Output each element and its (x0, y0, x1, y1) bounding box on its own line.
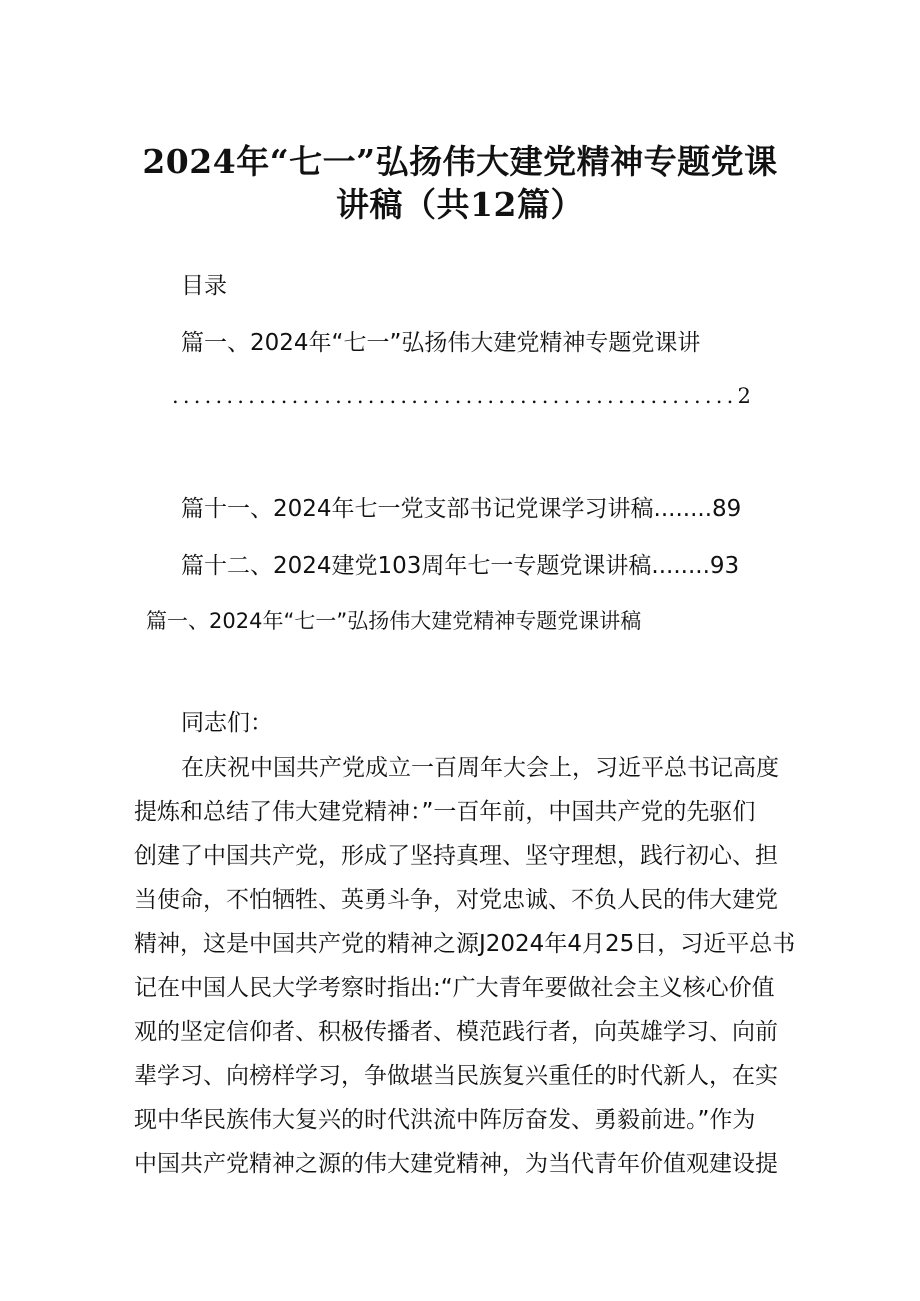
document-title-line-2: 讲稿（共12篇） (336, 185, 584, 224)
toc-entry-11[interactable]: 篇十一、2024年七一党支部书记党课学习讲稿........89 (181, 496, 742, 522)
body-line: 当使命，不怕牺牲、英勇斗争，对党忠诚、不负人民的伟大建党 (134, 887, 778, 913)
toc-entry-1-leader: ....................................................2 (172, 384, 756, 408)
toc-heading: 目录 (181, 273, 227, 299)
body-line: 提炼和总结了伟大建党精神：”一百年前，中国共产党的先驱们 (134, 799, 756, 825)
toc-entry-12[interactable]: 篇十二、2024建党103周年七一专题党课讲稿........93 (181, 553, 740, 579)
body-line: 记在中国人民大学考察时指出:“广大青年要做社会主义核心价值 (134, 975, 775, 1001)
body-line: 现中华民族伟大复兴的时代洪流中阵厉奋发、勇毅前进。”作为 (134, 1107, 756, 1133)
body-line: 精神，这是中国共产党的精神之源J2024年4月25日，习近平总书 (134, 931, 796, 957)
body-line: 辈学习、向榜样学习，争做堪当民族复兴重任的时代新人，在实 (134, 1063, 778, 1089)
body-line: 在庆祝中国共产党成立一百周年大会上，习近平总书记高度 (181, 755, 779, 781)
greeting: 同志们： (181, 710, 273, 736)
section-heading: 篇一、2024年“七一”弘扬伟大建党精神专题党课讲稿 (146, 609, 642, 633)
body-line: 中国共产党精神之源的伟大建党精神，为当代青年价值观建设提 (134, 1151, 778, 1177)
toc-entry-1[interactable]: 篇一、2024年“七一”弘扬伟大建党精神专题党课讲 (181, 330, 701, 356)
body-line: 观的坚定信仰者、积极传播者、模范践行者，向英雄学习、向前 (134, 1019, 778, 1045)
body-line: 创建了中国共产党，形成了坚持真理、坚守理想，践行初心、担 (134, 843, 778, 869)
document-title-line-1: 2024年“七一”弘扬伟大建党精神专题党课 (142, 142, 778, 181)
